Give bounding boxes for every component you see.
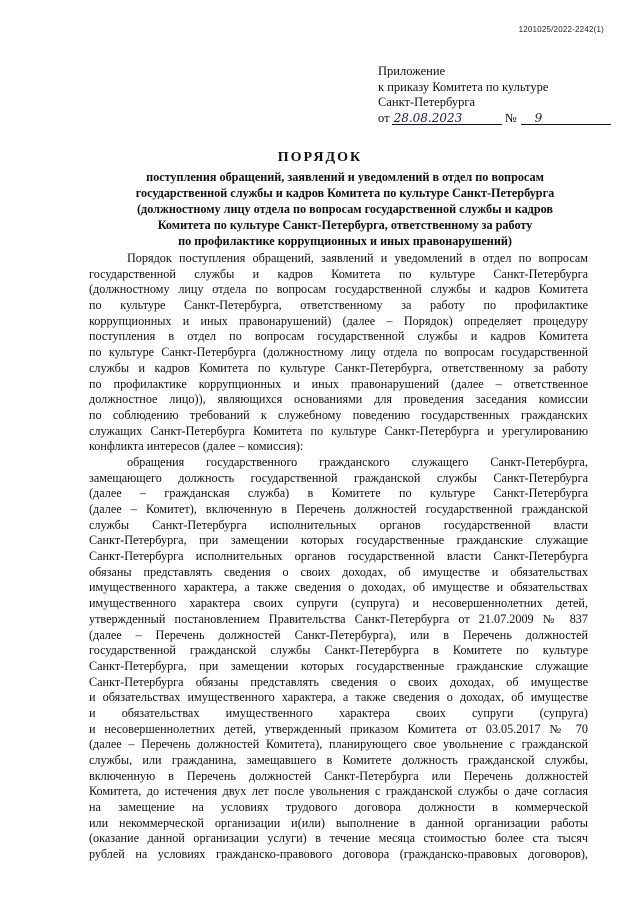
body-text-line: государственной службы и кадров Комитета по культуре Санкт-Петербурга bbox=[89, 266, 588, 281]
body-text-line: по культуре Санкт-Петербурга, ответственному за работу по профилактике bbox=[89, 298, 588, 313]
body-text-line: конфликта интересов (далее – комиссия): bbox=[89, 439, 304, 454]
body-text-line: (далее – гражданская служба) в Комитете по культуре Санкт-Петербурга bbox=[89, 486, 588, 501]
document-subtitle bbox=[100, 169, 590, 249]
body-text-line: Санкт-Петербурга обязаны представлять сведения о своих доходах, об имуществе bbox=[89, 674, 588, 689]
document-registration-number: 1201025/2022-2242(1) bbox=[518, 25, 604, 34]
date-prefix: от bbox=[378, 110, 390, 125]
body-text-line: обязаны представлять сведения о своих доходах, об имуществе и обязательствах bbox=[89, 564, 588, 579]
body-text-line: службы и кадров Комитета по культуре Санкт-Петербурга, ответственному за работу bbox=[89, 360, 588, 375]
subtitle-line: Комитета по культуре Санкт-Петербурга, ответственному за работу bbox=[157, 218, 533, 232]
body-text-line: утвержденный постановлением Правительства Санкт-Петербурга от 21.07.2009 № 837 bbox=[89, 611, 588, 626]
body-text-line: замещающего должность государственной гражданской службы Санкт-Петербурга bbox=[89, 470, 588, 485]
number-prefix: № bbox=[504, 110, 517, 125]
handwritten-date: 28.08.2023 bbox=[393, 110, 463, 125]
appendix-line-2: к приказу Комитета по культуре bbox=[378, 79, 549, 94]
subtitle-line: по профилактике коррупционных и иных правонарушений) bbox=[178, 234, 512, 248]
body-text-line: имущественного характера, а также сведения о доходах, об имуществе и обязательствах bbox=[89, 580, 588, 595]
body-text-line: (далее – Перечень должностей Санкт-Петербурга), или в Перечень должностей bbox=[89, 627, 588, 642]
body-text-line: на замещение на условиях трудового договора должности в коммерческой bbox=[89, 800, 588, 815]
document-body bbox=[89, 251, 588, 863]
body-text-line: по культуре Санкт-Петербурга (должностному лицу отдела по вопросам государственной bbox=[89, 345, 588, 360]
body-text-line: по профилактике коррупционных и иных правонарушений (далее – ответственное bbox=[89, 376, 588, 391]
body-text-line: Комитета, до истечения двух лет после увольнения с гражданской службы о даче согласия bbox=[89, 784, 588, 799]
body-text-line: Порядок поступления обращений, заявлений и уведомлений в отдел по вопросам bbox=[127, 251, 588, 265]
body-text-line: поступления в отдел по вопросам государственной службы и кадров Комитета bbox=[89, 329, 588, 344]
body-text-line: обращения государственного гражданского служащего Санкт-Петербурга, bbox=[127, 454, 588, 469]
appendix-date-line bbox=[378, 111, 611, 127]
appendix-line-1: Приложение bbox=[378, 64, 446, 78]
appendix-block bbox=[378, 64, 611, 126]
body-text-line: (должностному лицу отдела по вопросам государственной службы и кадров Комитета bbox=[89, 282, 588, 297]
body-text-line: (далее – Перечень должностей Комитета), планирующего свое увольнение с гражданской bbox=[89, 737, 588, 752]
body-text-line: или некоммерческой организации и(или) выполнение в данной организации работы bbox=[89, 815, 588, 830]
body-text-line: рублей на условиях гражданско-правового договора (гражданско-правовых договоров), bbox=[89, 847, 588, 862]
body-text-line: коррупционных и иных правонарушений) (далее – Порядок) определяет процедуру bbox=[89, 313, 588, 328]
body-text-line: Санкт-Петербурга, при замещении которых государственные гражданские служащие bbox=[89, 658, 588, 673]
body-text-line: государственной гражданской службы Санкт-Петербурга в Комитете по культуре bbox=[89, 643, 588, 658]
body-text-line: (оказание данной организации услуги) в течение месяца стоимостью более ста тысяч bbox=[89, 831, 588, 846]
subtitle-line: (должностному лицу отдела по вопросам государственной службы и кадров bbox=[136, 202, 553, 216]
body-text-line: по соблюдению требований к служебному поведению государственных гражданских bbox=[89, 407, 588, 422]
document-title: ПОРЯДОК bbox=[277, 150, 363, 165]
body-text-line: (далее – Комитет), включенную в Перечень должностей государственной гражданской bbox=[89, 502, 588, 516]
body-text-line: и несовершеннолетних детей, утвержденный приказом Комитета от 03.05.2017 № 70 bbox=[89, 721, 588, 736]
body-text-line: включенную в Перечень должностей Санкт-Петербурга или Перечень должностей bbox=[89, 768, 588, 783]
body-text-line: должностное лицо)), являющихся основаниями для проведения заседания комиссии bbox=[89, 392, 588, 407]
handwritten-number: 9 bbox=[534, 110, 543, 125]
body-text-line: службы, или гражданина, замещавшего в Комитете должность гражданской службы, bbox=[89, 753, 588, 767]
body-text-line: и обязательствах имущественного характера своих супруги (супруга) bbox=[89, 705, 588, 720]
body-text-line: Санкт-Петербурга, при замещении которых государственные гражданские служащие bbox=[89, 533, 588, 548]
body-text-line: служащих Санкт-Петербурга Комитета по культуре Санкт-Петербурга и урегулированию bbox=[89, 423, 588, 438]
appendix-line-3: Санкт-Петербурга bbox=[378, 95, 476, 109]
subtitle-line: государственной службы и кадров Комитета по культуре Санкт-Петербурга bbox=[135, 186, 555, 200]
body-text-line: Санкт-Петербурга исполнительных органов государственной власти Санкт-Петербурга bbox=[89, 549, 588, 564]
body-text-line: службы Санкт-Петербурга исполнительных органов государственной власти bbox=[89, 517, 588, 532]
body-text-line: имущественного характера своих супруги (супруга) и несовершеннолетних детей, bbox=[89, 596, 588, 611]
body-text-line: и обязательствах имущественного характера, а также сведения о доходах, об имуществе bbox=[89, 690, 588, 705]
subtitle-line: поступления обращений, заявлений и уведомлений в отдел по вопросам bbox=[146, 170, 544, 184]
